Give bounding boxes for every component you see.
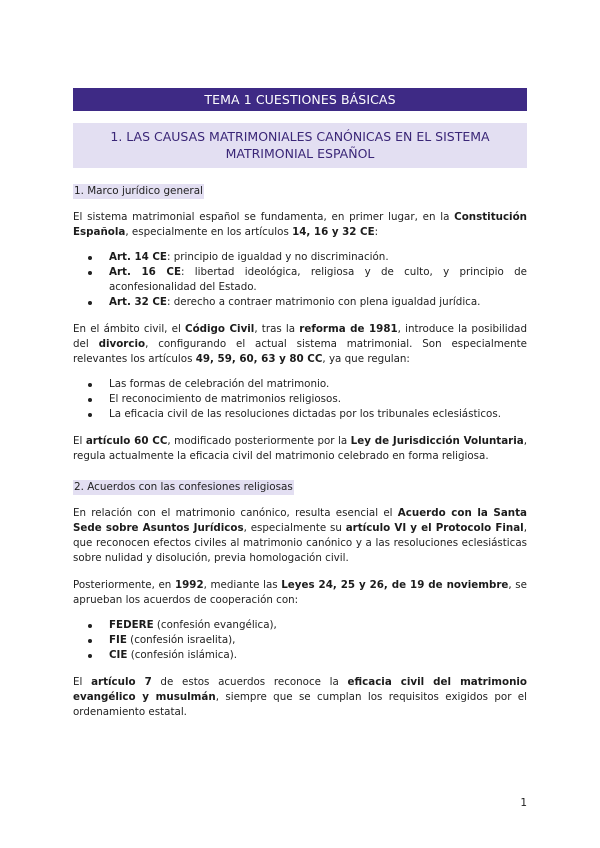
section-heading-1: 1. Marco jurídico general	[74, 185, 203, 197]
document-title: TEMA 1 CUESTIONES BÁSICAS	[73, 88, 527, 111]
text-run: Posteriormente, en	[73, 579, 175, 591]
text-run: :	[374, 226, 379, 238]
text-run: , modificado posteriormente por la	[167, 435, 351, 447]
text-run: : derecho a contraer matrimonio con plena igualdad jurídica.	[166, 296, 481, 308]
bold-text: artículo 7	[91, 676, 152, 688]
bold-text: Acuerdo con la Santa Sede sobre Asuntos Jurídicos	[73, 507, 527, 534]
document-page	[73, 88, 527, 720]
bullet-icon	[88, 256, 92, 260]
bold-text: FIE	[109, 634, 127, 646]
list-item	[73, 633, 527, 648]
bullet-icon	[88, 301, 92, 305]
section-heading-2: 2. Acuerdos con las confesiones religiosas	[74, 481, 293, 493]
bullet-list	[73, 250, 527, 310]
text-run: El reconocimiento de matrimonios religiosos.	[109, 393, 341, 405]
bullet-icon	[88, 639, 92, 643]
text-run: , mediante las	[203, 579, 282, 591]
bold-text: Art. 14 CE	[109, 251, 167, 263]
bullet-icon	[88, 413, 92, 417]
bold-text: eficacia civil del matrimonio evangélico y musulmán	[73, 676, 528, 703]
list-item	[73, 648, 527, 663]
bold-text: 1992	[174, 579, 204, 591]
list-item	[73, 618, 527, 633]
bold-text: FEDERE	[109, 619, 154, 631]
bullet-icon	[88, 654, 92, 658]
page-number: 1	[520, 797, 527, 809]
list-item	[73, 407, 527, 422]
text-run: (confesión israelita),	[126, 634, 236, 646]
text-run: , especialmente en los artículos	[125, 226, 293, 238]
text-run: El	[73, 676, 92, 688]
paragraph	[73, 675, 527, 720]
text-run: , configurando el actual sistema matrimonial. Son especialmente relevantes los artículos	[73, 338, 527, 365]
bold-text: CIE	[109, 649, 128, 661]
text-run: : libertad ideológica, religiosa y de culto, y principio de aconfesionalidad del Estado.	[109, 266, 527, 293]
paragraph	[73, 210, 527, 240]
bullet-list	[73, 377, 527, 422]
bold-text: artículo VI y el Protocolo Final	[345, 522, 524, 534]
bold-text: Art. 32 CE	[109, 296, 167, 308]
text-run: , se aprueban los acuerdos de cooperación con:	[73, 579, 527, 606]
bold-text: 49, 59, 60, 63 y 80 CC	[195, 353, 323, 365]
text-run: , especialmente su	[243, 522, 346, 534]
list-item	[73, 265, 527, 295]
text-run: (confesión evangélica),	[153, 619, 277, 631]
text-run: El	[73, 435, 86, 447]
bullet-icon	[88, 383, 92, 387]
text-run: , tras la	[254, 323, 300, 335]
list-item	[73, 377, 527, 392]
paragraph	[73, 506, 527, 566]
bold-text: 14, 16 y 32 CE	[292, 226, 375, 238]
list-item	[73, 250, 527, 265]
text-run: (confesión islámica).	[127, 649, 238, 661]
text-run: , introduce la posibilidad del	[73, 323, 527, 350]
paragraph	[73, 578, 527, 608]
text-run: La eficacia civil de las resoluciones dictadas por los tribunales eclesiásticos.	[109, 408, 501, 420]
paragraph	[73, 322, 527, 367]
bold-text: reforma de 1981	[299, 323, 398, 335]
bold-text: divorcio	[98, 338, 146, 350]
text-run: El sistema matrimonial español se fundamenta, en primer lugar, en la	[73, 211, 455, 223]
bold-text: Código Civil	[185, 323, 255, 335]
text-run: En relación con el matrimonio canónico, resulta esencial el	[73, 507, 398, 519]
bold-text: artículo 60 CC	[85, 435, 168, 447]
bullet-list	[73, 618, 527, 663]
text-run: , que reconocen efectos civiles al matrimonio canónico y a las resoluciones eclesiásticas sobre nulidad y disolución, previa homologación civil.	[73, 522, 527, 564]
paragraph	[73, 434, 527, 464]
text-run: , regula actualmente la eficacia civil del matrimonio celebrado en forma religiosa.	[73, 435, 527, 462]
text-run: , siempre que se cumplan los requisitos exigidos por el ordenamiento estatal.	[73, 691, 527, 718]
text-run: : principio de igualdad y no discriminación.	[166, 251, 389, 263]
bold-text: Constitución Española	[73, 211, 527, 238]
bullet-icon	[88, 271, 92, 275]
bold-text: Art. 16 CE	[109, 266, 181, 278]
text-run: , ya que regulan:	[322, 353, 410, 365]
bullet-icon	[88, 398, 92, 402]
text-run: En el ámbito civil, el	[73, 323, 186, 335]
text-run: de estos acuerdos reconoce la	[151, 676, 348, 688]
bold-text: Ley de Jurisdicción Voluntaria	[350, 435, 524, 447]
text-run: Las formas de celebración del matrimonio.	[109, 378, 330, 390]
list-item	[73, 295, 527, 310]
list-item	[73, 392, 527, 407]
bullet-icon	[88, 624, 92, 628]
bold-text: Leyes 24, 25 y 26, de 19 de noviembre	[281, 579, 509, 591]
chapter-title: 1. LAS CAUSAS MATRIMONIALES CANÓNICAS EN EL SISTEMA MATRIMONIAL ESPAÑOL	[73, 123, 527, 168]
